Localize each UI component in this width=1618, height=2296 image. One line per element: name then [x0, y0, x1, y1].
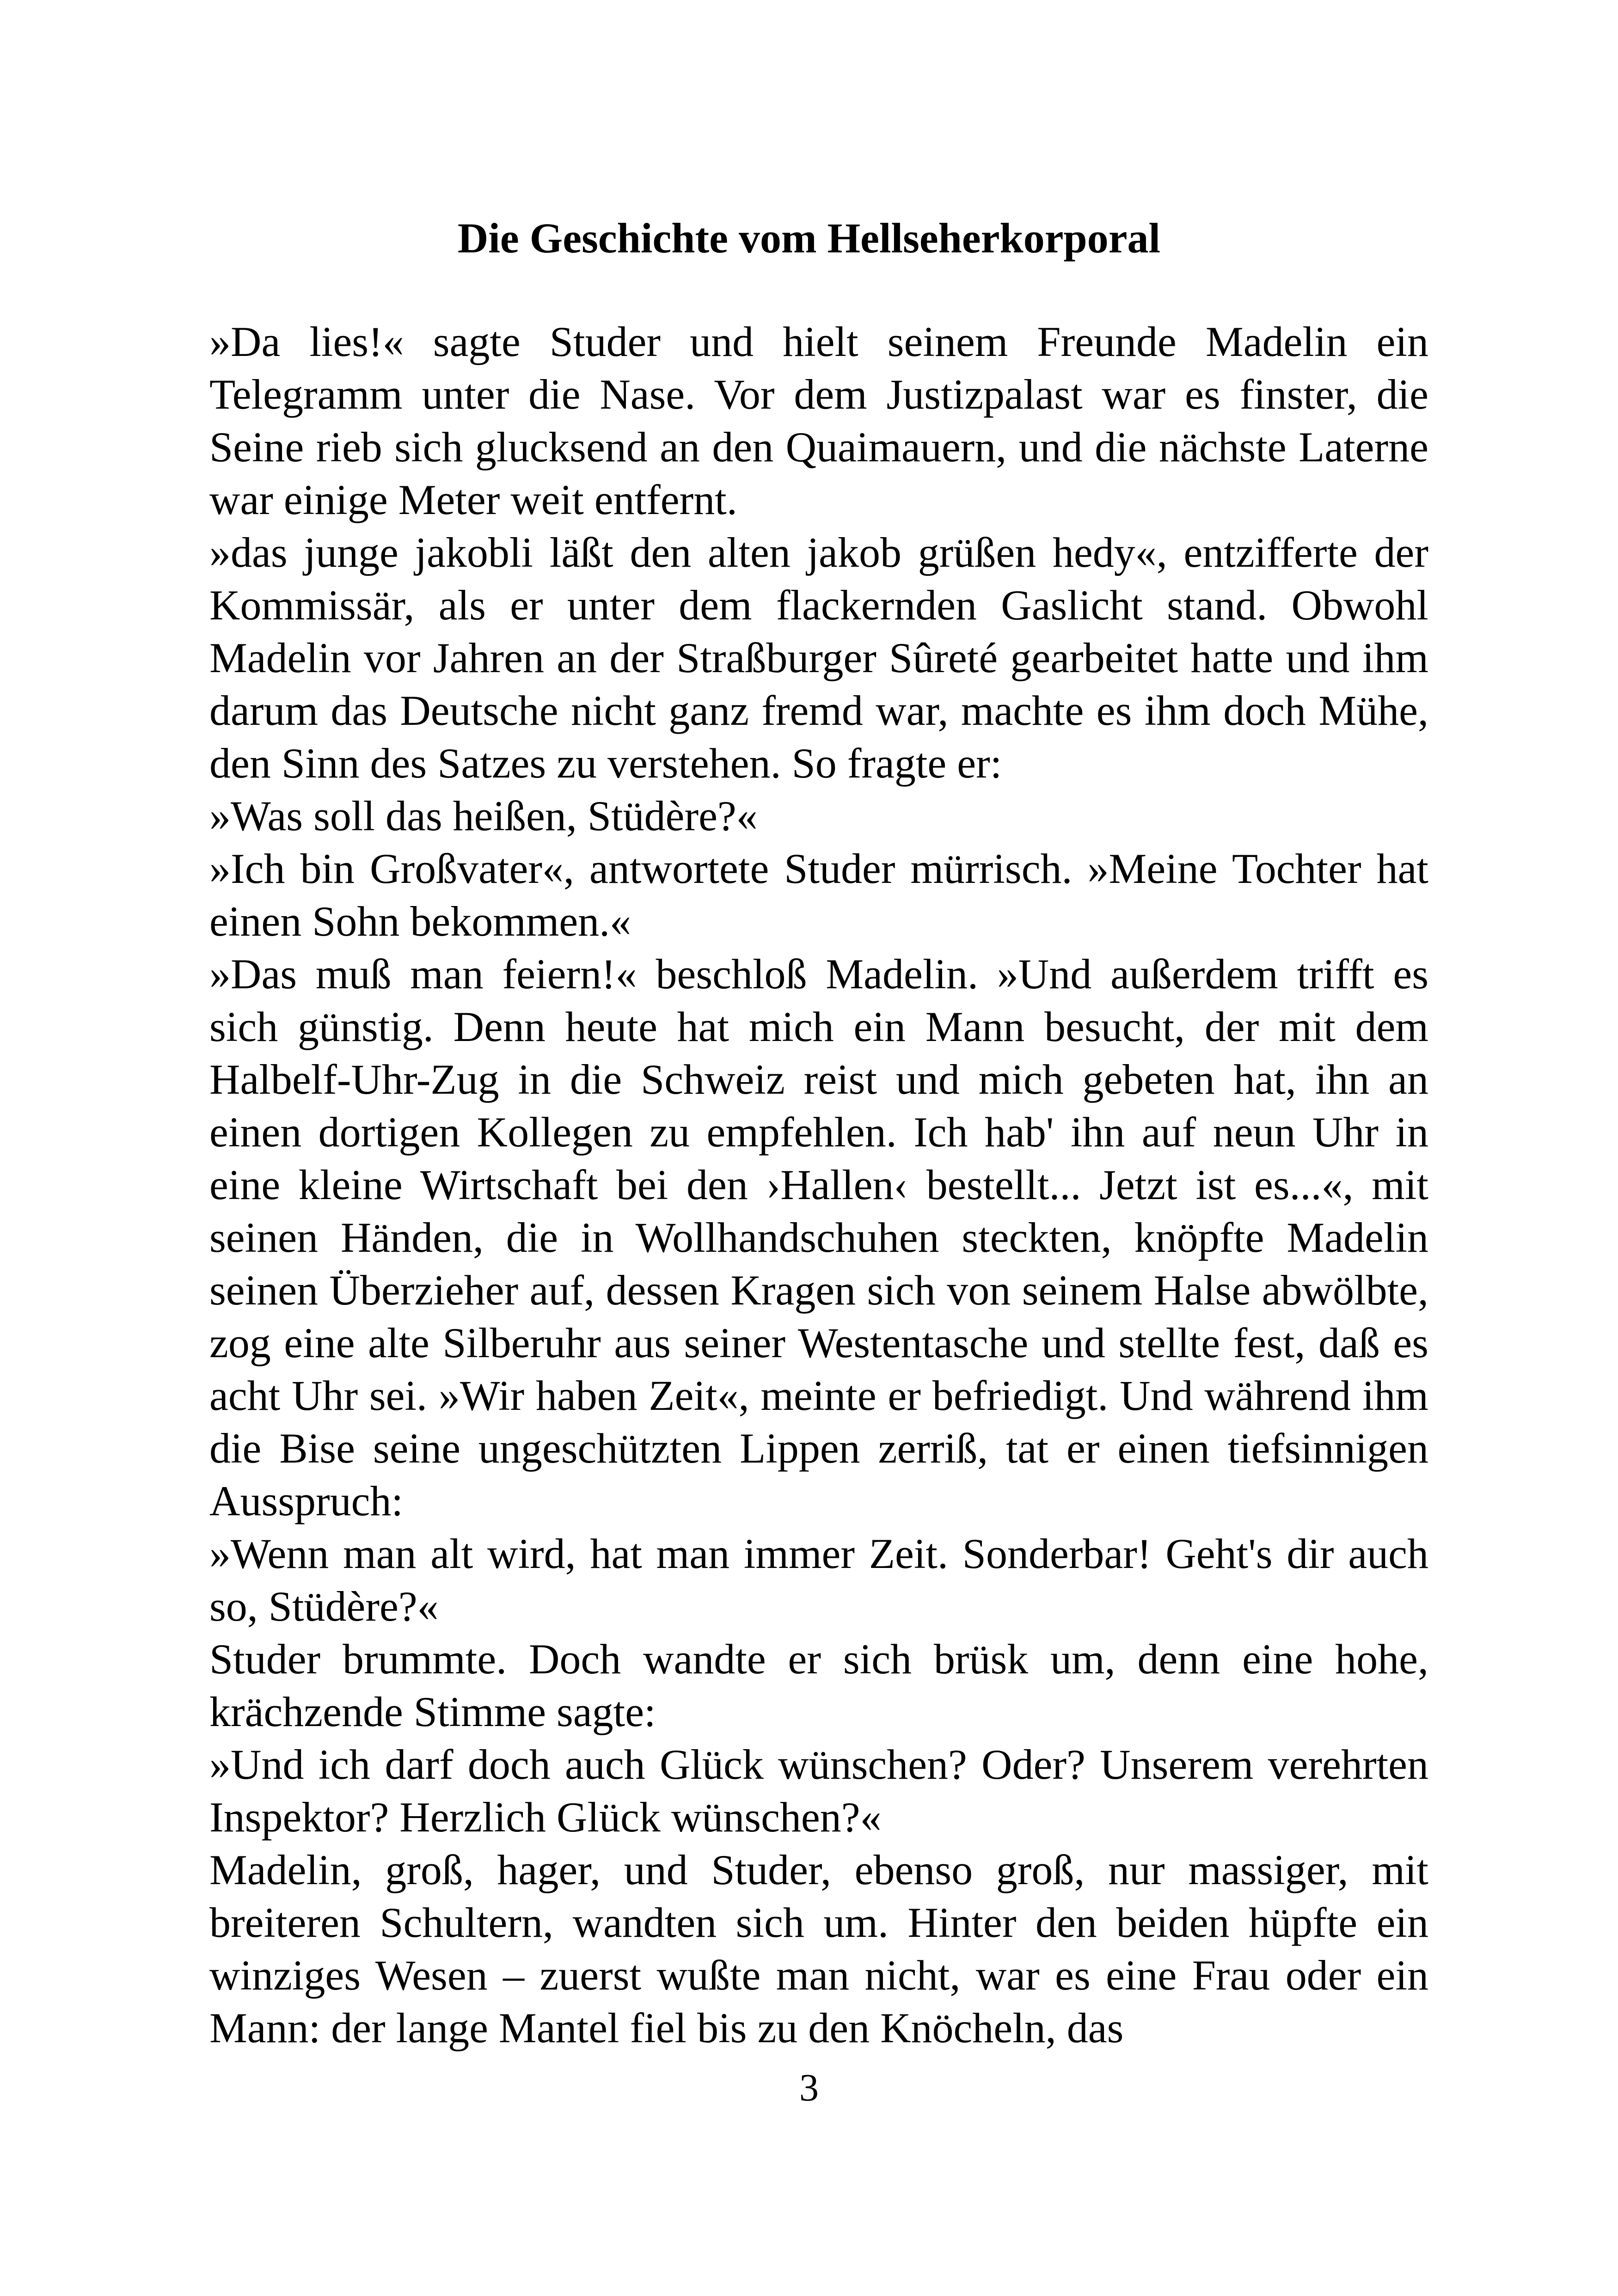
paragraph: »Wenn man alt wird, hat man immer Zeit. Sonderbar! Geht's dir auch so, Stüdère?«: [209, 1530, 1428, 1630]
paragraph: Studer brummte. Doch wandte er sich brüsk um, denn eine hohe, krächzende Stimme sagte:: [209, 1635, 1428, 1735]
page-title: Die Geschichte vom Hellseherkorporal: [457, 214, 1161, 262]
paragraph: »Was soll das heißen, Stüdère?«: [209, 792, 758, 839]
paragraph: »Da lies!« sagte Studer und hielt seinem Freunde Madelin ein Telegramm unter die Nase. Vor dem Justizpalast war es finster, die Seine rieb sich glucksend an den Quaimauern, und die nächste Laterne war einige Meter weit entfernt.: [209, 318, 1428, 523]
body-text: [209, 315, 1428, 2054]
page-number: 3: [799, 2066, 819, 2109]
paragraph: Madelin, groß, hager, und Studer, ebenso groß, nur massiger, mit breiteren Schultern, wandten sich um. Hinter den beiden hüpfte ein winziges Wesen – zuerst wußte man nicht, war es eine Frau oder ein Mann: der lange Mantel fiel bis zu den Knöcheln, das: [209, 1846, 1428, 2051]
paragraph: »Das muß man feiern!« beschloß Madelin. »Und außerdem trifft es sich günstig. Denn heute hat mich ein Mann besucht, der mit dem Halbelf-Uhr-Zug in die Schweiz reist und mich gebeten hat, ihn an einen dortigen Kollegen zu empfehlen. Ich hab' ihn auf neun Uhr in eine kleine Wirtschaft bei den ›Hallen‹ bestellt... Jetzt ist es...«, mit seinen Händen, die in Wollhandschuhen steckten, knöpfte Madelin seinen Überzieher auf, dessen Kragen sich von seinem Halse abwölbte, zog eine alte Silberuhr aus seiner Westentasche und stellte fest, daß es acht Uhr sei. »Wir haben Zeit«, meinte er befriedigt. Und während ihm die Bise seine ungeschützten Lippen zerriß, tat er einen tiefsinnigen Ausspruch:: [209, 950, 1428, 1525]
paragraph: »Ich bin Großvater«, antwortete Studer mürrisch. »Meine Tochter hat einen Sohn bekommen.«: [209, 845, 1428, 945]
paragraph: »Und ich darf doch auch Glück wünschen? Oder? Unserem verehrten Inspektor? Herzlich Glück wünschen?«: [209, 1741, 1428, 1841]
paragraph: »das junge jakobli läßt den alten jakob grüßen hedy«, entzifferte der Kommissär, als er unter dem flackernden Gaslicht stand. Obwohl Madelin vor Jahren an der Straßburger Sûreté gearbeitet hatte und ihm darum das Deutsche nicht ganz fremd war, machte es ihm doch Mühe, den Sinn des Satzes zu verstehen. So fragte er:: [209, 529, 1428, 787]
